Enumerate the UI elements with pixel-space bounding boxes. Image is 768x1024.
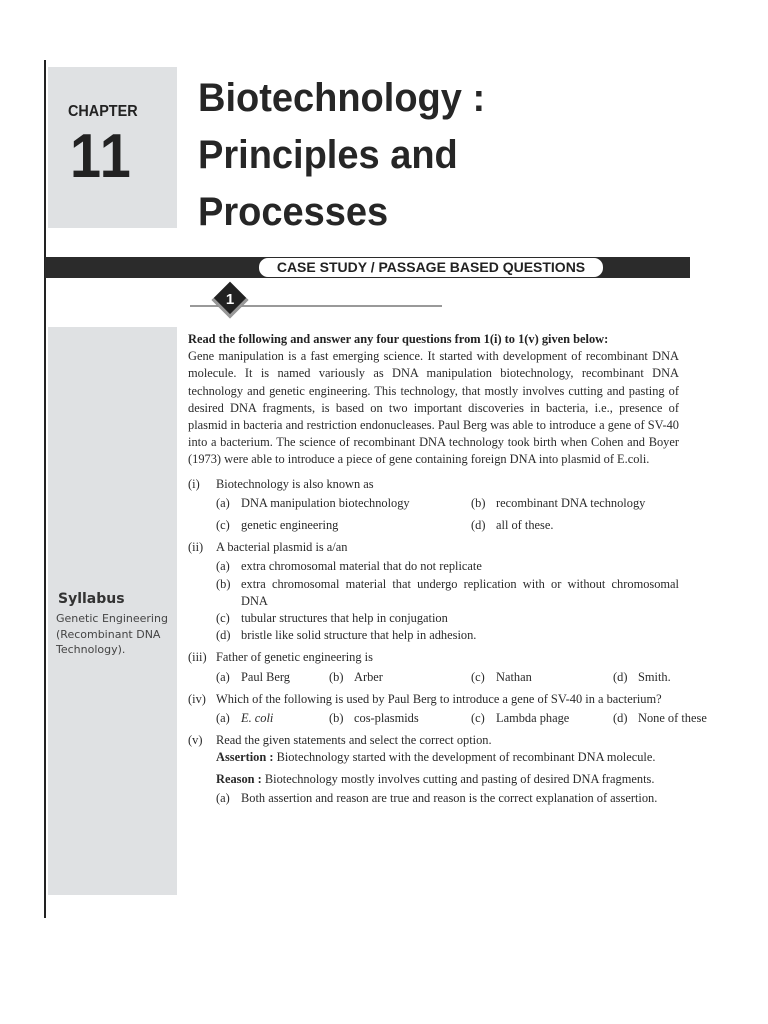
chapter-number: 11 [70, 122, 133, 191]
question-num: (ii) [188, 540, 204, 555]
option-text: extra chromosomal material that do not replicate [241, 559, 482, 574]
title-line: Principles and [198, 133, 458, 177]
option-text: Smith. [638, 669, 671, 684]
option-letter: (b) [329, 711, 344, 726]
option-letter: (a) [216, 559, 230, 574]
option-letter: (d) [613, 711, 628, 726]
question-v [188, 732, 679, 807]
option-text: cos-plasmids [354, 711, 419, 726]
option-letter: (c) [216, 611, 230, 626]
option-letter: (d) [471, 518, 486, 533]
option-letter: (b) [329, 669, 344, 684]
question-number: 1 [225, 291, 235, 308]
option-text: extra chromosomal material that undergo replication with or without chromosomal DNA [241, 576, 679, 608]
option-letter: (c) [471, 669, 485, 684]
syllabus-title: Syllabus [58, 591, 125, 607]
question-text: Biotechnology is also known as [216, 476, 374, 491]
question-text: Which of the following is used by Paul Berg to introduce a gene of SV-40 in a bacterium? [216, 691, 662, 706]
option-letter: (d) [216, 628, 231, 643]
question-num: (iii) [188, 650, 207, 665]
option-text: DNA manipulation biotechnology [241, 495, 410, 510]
option-letter: (a) [216, 790, 230, 805]
option-letter: (d) [613, 669, 628, 684]
question-num: (iv) [188, 691, 206, 706]
option-text: Paul Berg [241, 669, 290, 684]
assertion-label: Assertion : [216, 750, 274, 765]
option-text: genetic engineering [241, 518, 339, 533]
option-letter: (a) [216, 495, 230, 510]
question-text: A bacterial plasmid is a/an [216, 540, 348, 555]
question-text: Father of genetic engineering is [216, 650, 373, 665]
reason-label: Reason : [216, 771, 262, 786]
passage: Gene manipulation is a fast emerging science. It started with development of recombinant DNA molecule. It is named variously as DNA manipulation biotechnology, recombinant DNA technology and genetic engineering. This technology, that mostly involves cutting and pasting of desired DNA fragments, is based on two important discoveries in bacteria, i.e., presence of plasmid in bacteria and restriction endonucleases. Paul Berg was able to introduce a gene of SV-40 into a bacterium. The science of recombinant DNA technology took birth when Cohen and Boyer (1973) were able to introduce a piece of gene containing foreign DNA into plasmid of E.coli. [188, 349, 679, 467]
question-num: (v) [188, 733, 203, 748]
page-margin-line [44, 60, 46, 918]
option-text: Both assertion and reason are true and reason is the correct explanation of assertion. [241, 790, 658, 805]
option-text: recombinant DNA technology [496, 495, 646, 510]
question-content [188, 331, 707, 807]
instructions: Read the following and answer any four questions from 1(i) to 1(v) given below: [188, 332, 609, 346]
option-letter: (a) [216, 711, 230, 726]
assertion-text: Biotechnology started with the development of recombinant DNA molecule. [276, 750, 656, 765]
option-text: tubular structures that help in conjugation [241, 611, 448, 626]
title-line: Processes [198, 190, 389, 234]
title-line: Biotechnology : [198, 76, 486, 120]
chapter-label: CHAPTER [68, 103, 138, 120]
option-letter: (a) [216, 669, 230, 684]
option-text: bristle like solid structure that help in adhesion. [241, 628, 477, 643]
section-banner: CASE STUDY / PASSAGE BASED QUESTIONS [258, 257, 604, 278]
option-text: Arber [354, 669, 383, 684]
question-num: (i) [188, 476, 200, 491]
syllabus-text: Genetic Engineering (Recombinant DNA Technology). [56, 612, 168, 656]
option-text: None of these [638, 711, 707, 726]
option-letter: (b) [216, 576, 231, 591]
reason-text: Biotechnology mostly involves cutting and pasting of desired DNA fragments. [264, 771, 655, 786]
question-i [188, 476, 679, 535]
option-text: Nathan [496, 669, 532, 684]
option-letter: (c) [216, 518, 230, 533]
question-text: Read the given statements and select the correct option. [216, 733, 492, 748]
chapter-title [198, 70, 485, 241]
option-letter: (c) [471, 711, 485, 726]
option-text: Lambda phage [496, 711, 570, 726]
question-ii [188, 539, 679, 644]
question-iv [188, 691, 707, 727]
option-text: all of these. [496, 518, 554, 533]
option-letter: (b) [471, 495, 486, 510]
option-text: E. coli [241, 711, 274, 726]
question-iii [188, 649, 679, 685]
